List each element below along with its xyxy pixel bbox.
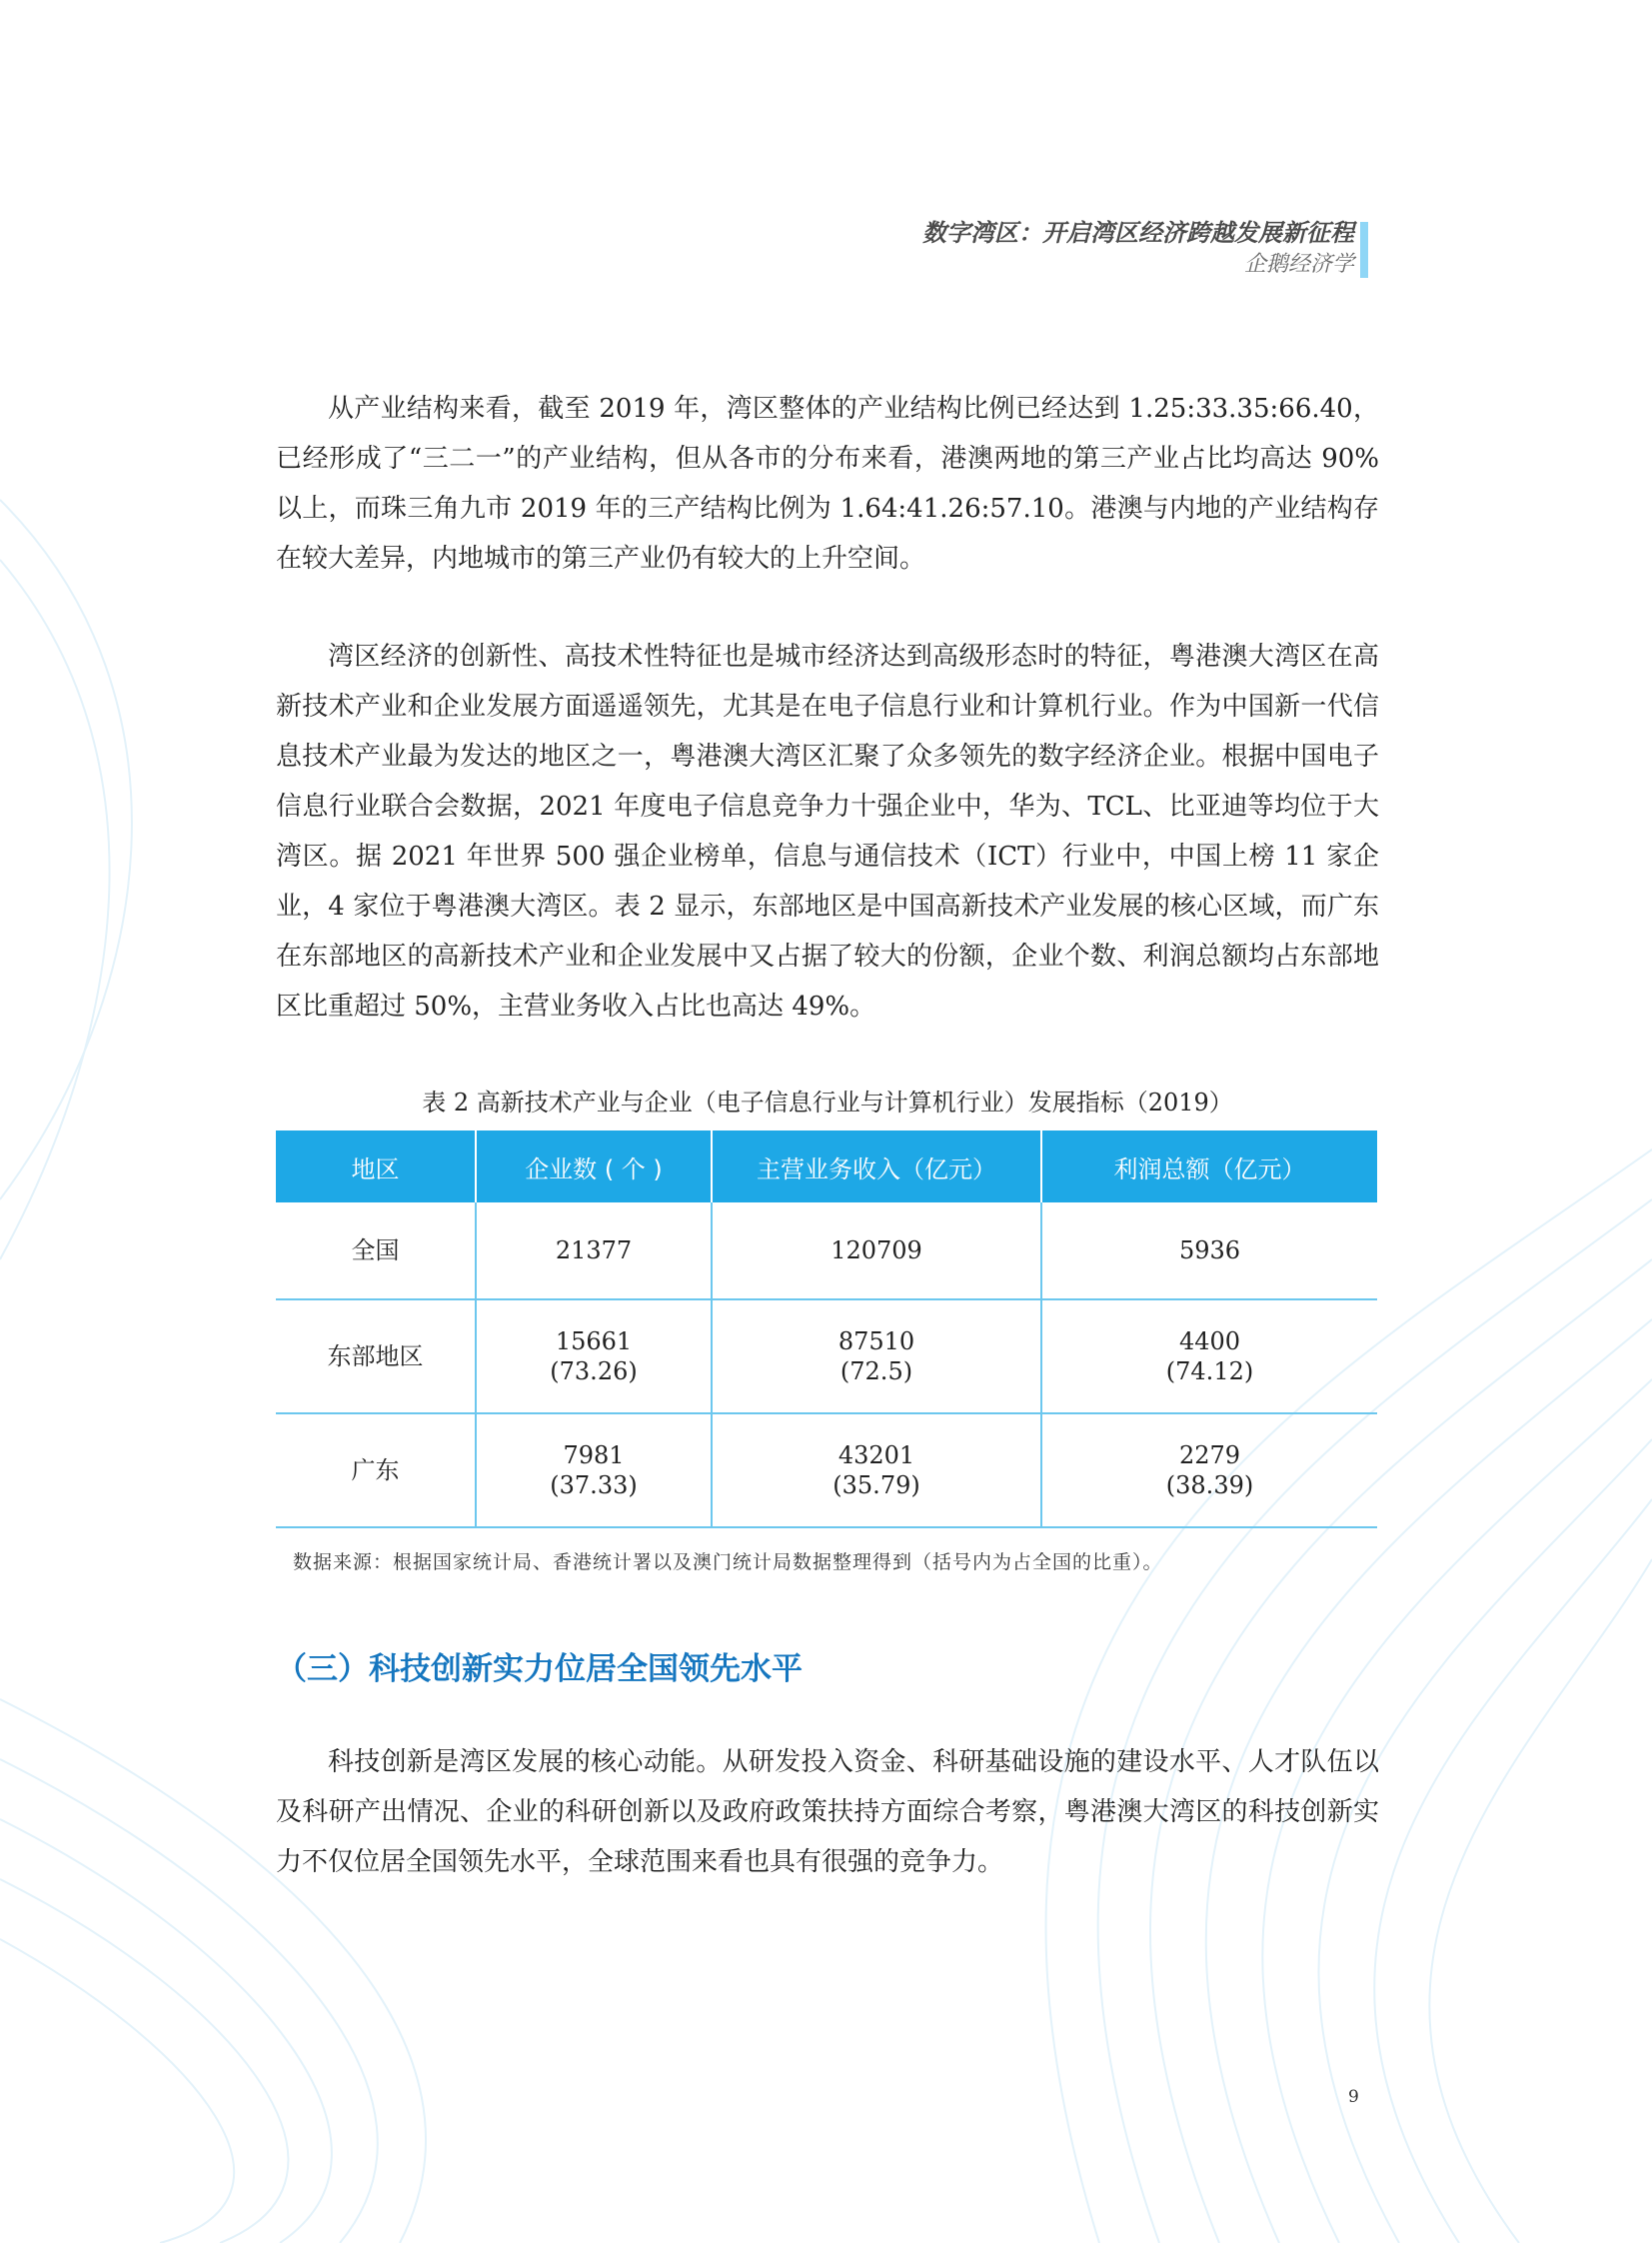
table-source-note: 数据来源：根据国家统计局、香港统计署以及澳门统计局数据整理得到（括号内为占全国的比重）。 (293, 1551, 1163, 1573)
column-header-region: 地区 (276, 1130, 476, 1202)
body-paragraph-2: 湾区经济的创新性、高技术性特征也是城市经济达到高级形态时的特征，粤港澳大湾区在高新技术产业和企业发展方面遥遥领先，尤其是在电子信息行业和计算机行业。作为中国新一代信息技术产业最为发达的地区之一，粤港澳大湾区汇聚了众多领先的数字经济企业。根据中国电子信息行业联合会数据，2021 年度电子信息竞争力十强企业中，华为、TCL、比亚迪等均位于大湾区。据 2021 年世界 500 强企业榜单，信息与通信技术（ICT）行业中，中国上榜 11 家企业，4 家位于粤港澳大湾区。表 2 显示，东部地区是中国高新技术产业发展的核心区域，而广东在东部地区的高新技术产业和企业发展中又占据了较大的份额，企业个数、利润总额均占东部地区比重超过 50%，主营业务收入占比也高达 49%。 (276, 642, 1379, 1022)
header-title: 数字湾区：开启湾区经济跨越发展新征程 (922, 219, 1354, 247)
cell-revenue (712, 1202, 1041, 1299)
cell-enterprises (476, 1202, 712, 1299)
cell-revenue (712, 1413, 1041, 1527)
cell-profit (1041, 1413, 1377, 1527)
cell-value: 43201 (837, 1441, 915, 1469)
cell-enterprises (476, 1299, 712, 1413)
cell-share: (74.12) (1165, 1357, 1254, 1385)
page-number: 9 (1348, 2087, 1359, 2107)
cell-value: 7981 (563, 1441, 625, 1469)
column-header-profit: 利润总额（亿元） (1041, 1130, 1377, 1202)
cell-value: 15661 (555, 1327, 633, 1355)
section-heading: （三）科技创新实力位居全国领先水平 (276, 1651, 803, 1687)
column-header-enterprises: 企业数 ( 个 ) (476, 1130, 712, 1202)
cell-value: 21377 (555, 1236, 633, 1264)
table-row (276, 1299, 1377, 1413)
cell-share: (72.5) (839, 1357, 913, 1385)
row-region-label: 东部地区 (276, 1299, 476, 1413)
table-header-row (276, 1130, 1377, 1202)
header-subtitle: 企鹅经济学 (1243, 252, 1354, 277)
body-paragraph-3: 科技创新是湾区发展的核心动能。从研发投入资金、科研基础设施的建设水平、人才队伍以及科研产出情况、企业的科研创新以及政府政策扶持方面综合考察，粤港澳大湾区的科技创新实力不仅位居全国领先水平，全球范围来看也具有很强的竞争力。 (276, 1747, 1379, 1877)
cell-share: (38.39) (1165, 1471, 1254, 1499)
cell-profit (1041, 1299, 1377, 1413)
cell-value: 120709 (830, 1236, 922, 1264)
row-region-label: 广东 (276, 1413, 476, 1527)
cell-value: 5936 (1178, 1236, 1241, 1264)
row-region-label: 全国 (276, 1202, 476, 1299)
cell-share: (73.26) (550, 1357, 638, 1385)
body-paragraph-1: 从产业结构来看，截至 2019 年，湾区整体的产业结构比例已经达到 1.25:33.35:66.40，已经形成了“三二一”的产业结构，但从各市的分布来看，港澳两地的第三产业占比均高达 90% 以上，而珠三角九市 2019 年的三产结构比例为 1.64:41.26:57.10。港澳与内地的产业结构存在较大差异，内地城市的第三产业仍有较大的上升空间。 (276, 394, 1379, 574)
cell-value: 4400 (1178, 1327, 1241, 1355)
cell-share: (35.79) (832, 1471, 920, 1499)
cell-enterprises (476, 1413, 712, 1527)
table-row (276, 1202, 1377, 1299)
cell-share: (37.33) (550, 1471, 638, 1499)
cell-revenue (712, 1299, 1041, 1413)
header-accent-bar (1360, 222, 1368, 278)
cell-value: 87510 (837, 1327, 915, 1355)
data-table (276, 1130, 1377, 1528)
cell-value: 2279 (1178, 1441, 1241, 1469)
column-header-revenue: 主营业务收入（亿元） (712, 1130, 1041, 1202)
table-caption: 表 2 高新技术产业与企业（电子信息行业与计算机行业）发展指标（2019） (422, 1089, 1233, 1117)
table-row (276, 1413, 1377, 1527)
cell-profit (1041, 1202, 1377, 1299)
running-header (922, 216, 1354, 280)
